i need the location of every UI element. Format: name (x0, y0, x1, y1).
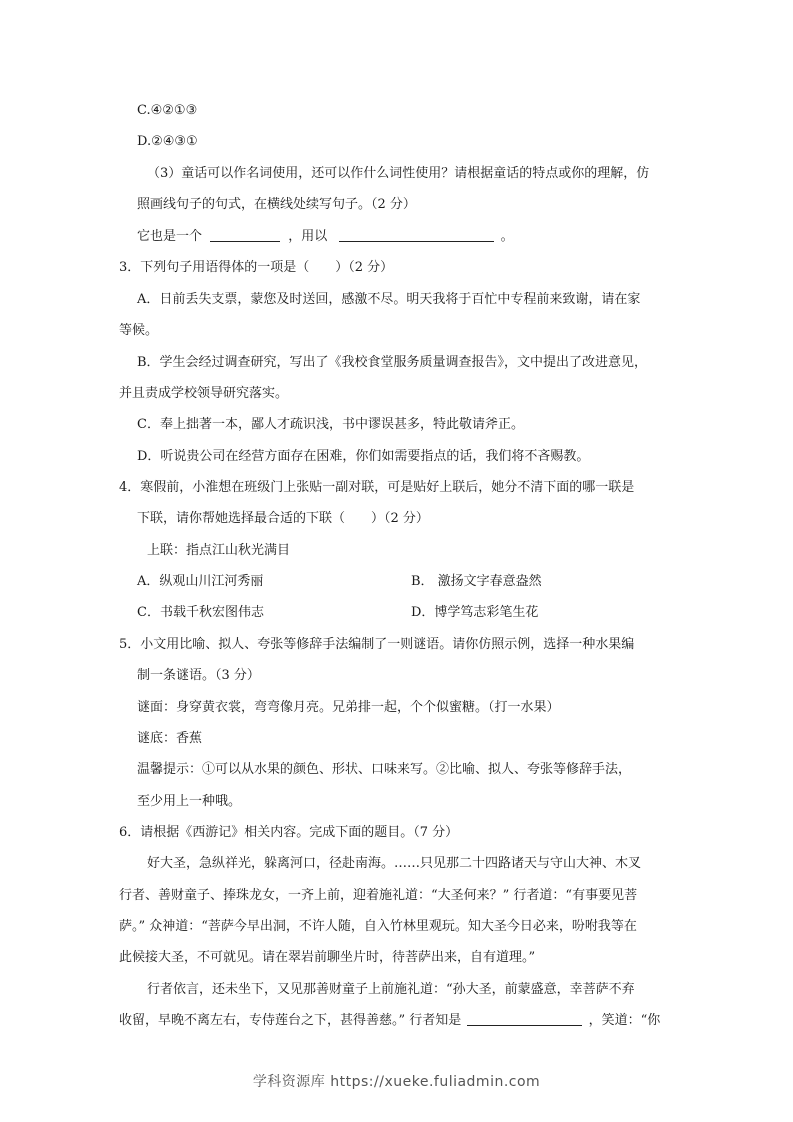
q3-option-a-line2: 等候。 (119, 323, 159, 338)
q5-stem-line2: 制一条谜语。（3 分） (137, 668, 260, 683)
answer-blank-3[interactable] (467, 1011, 582, 1026)
q5-stem-line1: 5．小文用比喻、拟人、夸张等修辞手法编制了一则谜语。请你仿照示例，选择一种水果编 (119, 637, 635, 652)
q4-option-b: B． 激扬文字春意盎然 (411, 574, 542, 589)
q5-tip-line2: 至少用上一种哦。 (137, 794, 242, 809)
q3-option-b-line2: 并且责成学校领导研究落实。 (119, 386, 289, 401)
q6-passage2-line1: 行者依言，还未坐下，又见那善财童子上前施礼道：“孙大圣，前蒙盛意，幸菩萨不弃 (147, 982, 635, 997)
q4-upper-couplet: 上联：指点江山秋光满目 (147, 543, 291, 558)
q6-passage1-line3: 萨。” 众神道：“菩萨今早出洞，不许人随，自入竹林里观玩。知大圣今日必来，吩咐我等在 (119, 919, 637, 934)
answer-blank-1[interactable] (210, 227, 280, 242)
fill-text-c: 。 (500, 229, 514, 244)
q3-option-a-line1: A．日前丢失支票，蒙您及时送回，感激不尽。明天我将于百忙中专程前来致谢，请在家 (137, 292, 641, 307)
q4-option-d: D．博学笃志彩笔生花 (411, 605, 539, 620)
q6-passage1-line1: 好大圣，急纵祥光，躲离河口，径赴南海。……只见那二十四路诸天与守山大神、木叉 (147, 856, 642, 871)
q5-riddle: 谜面：身穿黄衣裳，弯弯像月亮。兄弟排一起，个个似蜜糖。（打一水果） (137, 700, 560, 715)
passage2-text-b: ，笑道：“你 (588, 1013, 661, 1028)
q4-stem-line2: 下联，请你帮她选择最合适的下联（ ）（2 分） (137, 511, 429, 526)
q3-option-c: C．奉上拙著一本，鄙人才疏识浅，书中谬误甚多，特此敬请斧正。 (137, 417, 524, 432)
q3-stem: 3．下列句子用语得体的一项是（ ）（2 分） (119, 260, 394, 275)
footer-watermark: 学科资源库 https://xueke.fuliadmin.com (252, 1074, 541, 1090)
q2-sub3-line1: （3）童话可以作名词使用，还可以作什么词性使用？请根据童话的特点或你的理解，仿 (147, 166, 650, 181)
q2-fill-line (137, 227, 514, 247)
q5-tip-line1: 温馨提示：①可以从水果的颜色、形状、口味来写。②比喻、拟人、夸张等修辞手法， (137, 762, 632, 777)
q3-option-b-line1: B．学生会经过调查研究，写出了《我校食堂服务质量调查报告》，文中提出了改进意见， (137, 355, 648, 370)
fill-text-a: 它也是一个 (137, 229, 203, 244)
q2-sub3-line2: 照画线句子的句式，在横线处续写句子。（2 分） (137, 197, 416, 212)
q3-option-d: D．听说贵公司在经营方面存在困难，你们如需要指点的话，我们将不吝赐教。 (137, 449, 590, 464)
answer-blank-2[interactable] (339, 227, 494, 242)
fill-text-b: ，用以 (288, 229, 328, 244)
q6-stem: 6．请根据《西游记》相关内容。完成下面的题目。（7 分） (119, 825, 459, 840)
q4-option-c: C．书载千秋宏图伟志 (137, 605, 264, 620)
q2-option-c: C.④②①③ (137, 103, 198, 118)
q4-option-a: A．纵观山川江河秀丽 (137, 574, 264, 589)
passage2-text-a: 收留，早晚不离左右，专侍莲台之下，甚得善慈。” 行者知是 (119, 1013, 462, 1028)
q6-passage1-line2: 行者、善财童子、捧珠龙女，一齐上前，迎着施礼道：“大圣何来？” 行者道：“有事要见菩 (119, 888, 638, 903)
q6-passage2-line2 (119, 1011, 660, 1031)
q2-option-d: D.②④③① (137, 134, 198, 149)
q6-passage1-line4: 此候接大圣，不可就见。请在翠岩前聊坐片时，待菩萨出来，自有道理。” (119, 950, 536, 965)
q5-answer: 谜底：香蕉 (137, 731, 203, 746)
q4-stem-line1: 4．寒假前，小淮想在班级门上张贴一副对联，可是贴好上联后，她分不清下面的哪一联是 (119, 480, 635, 495)
